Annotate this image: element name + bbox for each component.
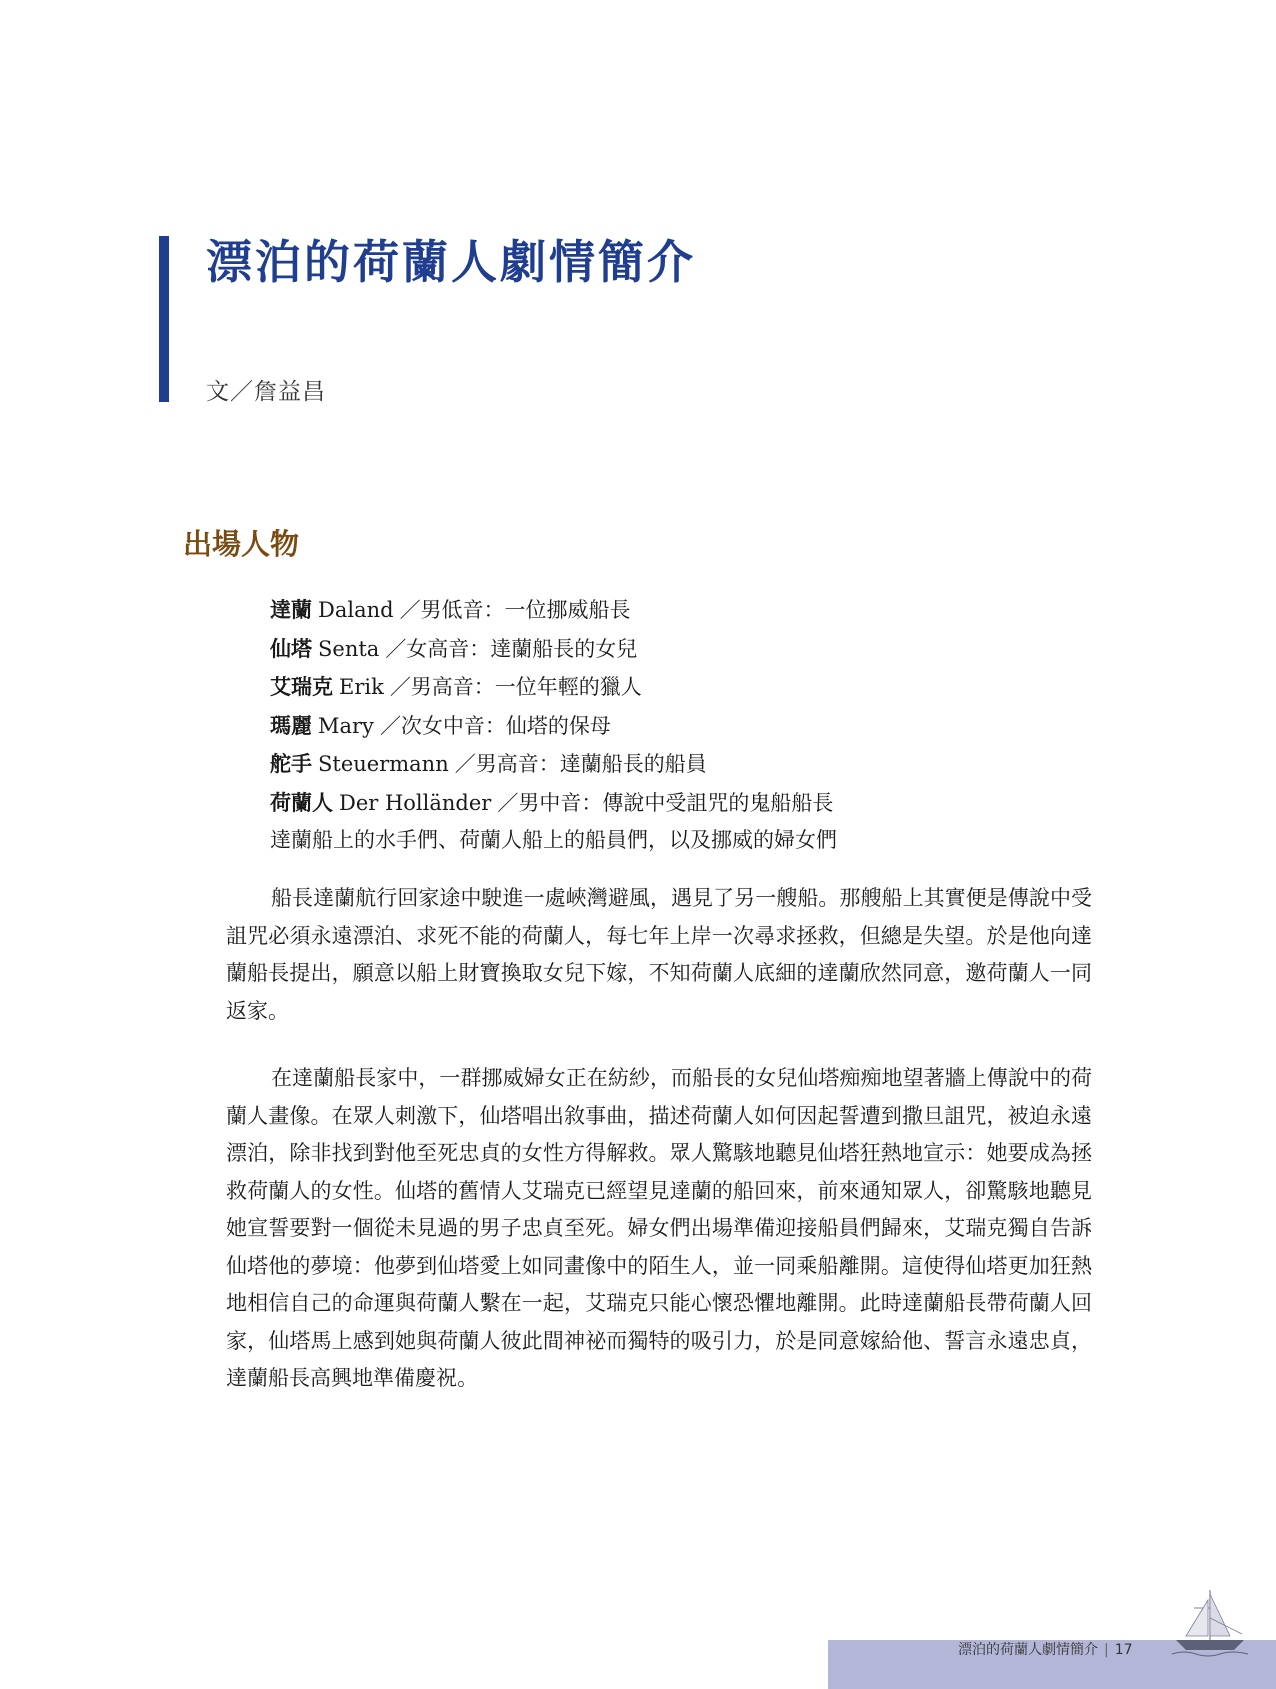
- cast-item: [270, 630, 1090, 669]
- cast-role: ／男中音：傳說中受詛咒的鬼船船長: [497, 790, 834, 815]
- section-heading: 出場人物: [183, 527, 300, 561]
- cast-name: 舵手: [270, 751, 312, 776]
- running-title: 漂泊的荷蘭人劇情簡介: [958, 1642, 1098, 1658]
- cast-english-name: Steuermann: [318, 752, 449, 776]
- synopsis-paragraph-2: 在達蘭船長家中，一群挪威婦女正在紡紗，而船長的女兒仙塔痴痴地望著牆上傳說中的荷蘭人畫像。在眾人刺激下，仙塔唱出敘事曲，描述荷蘭人如何因起誓遭到撒旦詛咒，被迫永遠漂泊，除非找到對他至死忠貞的女性方得解救。眾人驚駭地聽見仙塔狂熱地宣示：她要成為拯救荷蘭人的女性。仙塔的舊情人艾瑞克已經望見達蘭的船回來，前來通知眾人，卻驚駭地聽見她宣誓要對一個從未見過的男子忠貞至死。婦女們出場準備迎接船員們歸來，艾瑞克獨自告訴仙塔他的夢境：他夢到仙塔愛上如同畫像中的陌生人，並一同乘船離開。這使得仙塔更加狂熱地相信自己的命運與荷蘭人繫在一起，艾瑞克只能心懷恐懼地離開。此時達蘭船長帶荷蘭人回家，仙塔馬上感到她與荷蘭人彼此間神祕而獨特的吸引力，於是同意嫁給他、誓言永遠忠貞，達蘭船長高興地準備慶祝。: [226, 1066, 1092, 1390]
- cast-english-name: Erik: [339, 675, 384, 699]
- cast-name: 仙塔: [270, 635, 312, 661]
- author-byline: 文／詹益昌: [206, 379, 326, 405]
- running-footer: [958, 1638, 1133, 1662]
- cast-extra: 達蘭船上的水手們、荷蘭人船上的船員們，以及挪威的婦女們: [270, 828, 837, 852]
- cast-item: [270, 707, 1090, 746]
- page-title: 漂泊的荷蘭人劇情簡介: [206, 235, 696, 289]
- ship-icon: [1172, 1588, 1248, 1662]
- title-accent-bar: [159, 236, 169, 402]
- cast-english-name: Senta: [318, 636, 380, 661]
- cast-role: ／男高音：達蘭船長的船員: [454, 752, 707, 776]
- cast-role: ／男高音：一位年輕的獵人: [389, 675, 642, 699]
- cast-role: ／次女中音：仙塔的保母: [379, 713, 611, 738]
- footer-separator: |: [1104, 1642, 1109, 1658]
- cast-item: [270, 668, 1090, 707]
- cast-item: [270, 591, 1090, 630]
- cast-item: [270, 784, 1090, 823]
- cast-item: [270, 745, 1090, 784]
- cast-name: 艾瑞克: [270, 674, 333, 699]
- synopsis-paragraph-1: 船長達蘭航行回家途中駛進一處峽灣避風，遇見了另一艘船。那艘船上其實便是傳說中受詛咒必須永遠漂泊、求死不能的荷蘭人，每七年上岸一次尋求拯救，但總是失望。於是他向達蘭船長提出，願意以船上財寶換取女兒下嫁，不知荷蘭人底細的達蘭欣然同意，邀荷蘭人一同返家。: [226, 886, 1092, 1023]
- cast-english-name: Daland: [318, 598, 394, 622]
- cast-name: 瑪麗: [270, 712, 312, 738]
- cast-role: ／男低音：一位挪威船長: [399, 598, 631, 622]
- cast-name: 荷蘭人: [270, 789, 333, 815]
- cast-name: 達蘭: [270, 597, 312, 622]
- page-number: 17: [1114, 1642, 1133, 1658]
- cast-role: ／女高音：達蘭船長的女兒: [385, 636, 638, 661]
- cast-english-name: Mary: [318, 713, 374, 738]
- cast-list: [270, 591, 1090, 860]
- cast-english-name: Der Holländer: [339, 790, 492, 815]
